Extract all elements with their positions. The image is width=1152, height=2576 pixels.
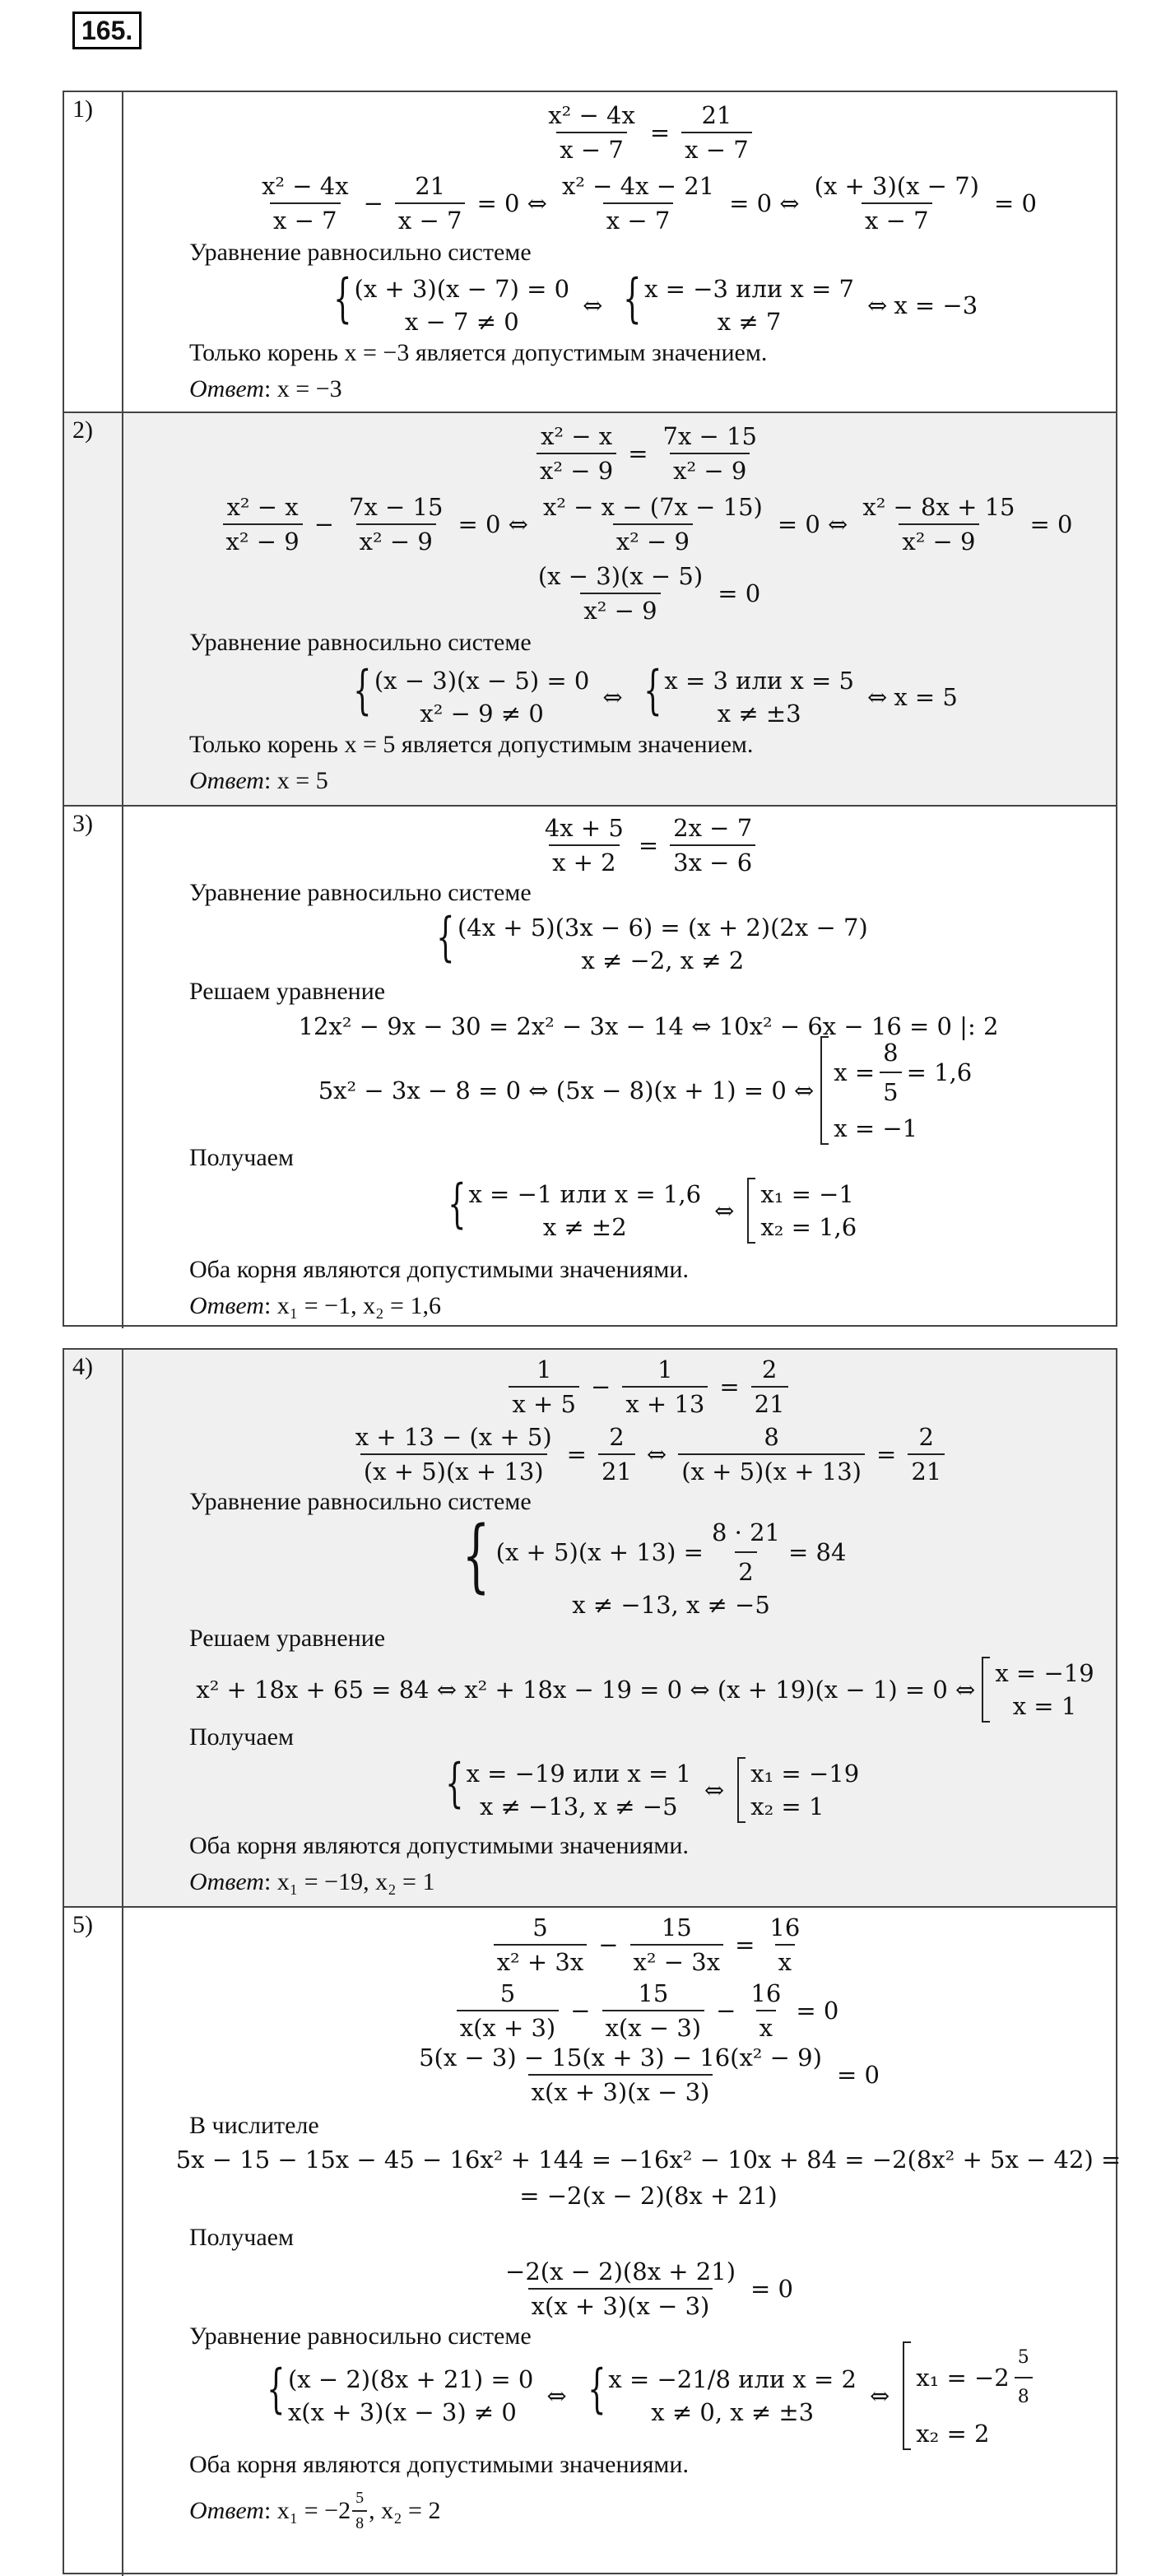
solve-intro: Решаем уравнение xyxy=(189,978,386,1005)
answer: Ответ: x = 5 xyxy=(189,767,328,794)
item-1: 1) $\frac{\text{x² − 4x}}{x - 7}$ = $\frac{21}{x - 7}$ $\frac{\text{x² − 4x}}{x - 7}$ − $\frac{21}{x - 7}$ = 0 ⇔ $\frac{\text{x² − 4x − 21}}{x - 7}$ = 0 ⇔ $\frac{(x + 3)(x - 7)}{x - 7}$ = 0 Уравнение равносильно системе { (x + 3)(x − 7) = 0 x − 7 ≠ 0 ⇔ { x = −3 или x = 7 x ≠ 7 ⇔ x = −3 Только корень x = −3 является допустимым значением. Ответ: x = −3 xyxy=(64,92,1116,412)
item-label: 2) xyxy=(72,416,93,444)
get-intro: Получаем xyxy=(189,2224,294,2251)
problem-number: 165. xyxy=(72,12,142,49)
get-intro: Получаем xyxy=(189,1144,294,1171)
note: Только корень x = −3 является допустимым значением. xyxy=(189,339,768,366)
note: Оба корня являются допустимыми значениями. xyxy=(189,1832,689,1859)
solutions-table-1 xyxy=(63,91,1117,1327)
answer: Ответ: x = −3 xyxy=(189,375,342,402)
system-intro: Уравнение равносильно системе xyxy=(189,2323,532,2350)
item-4: 4) $\frac{1}{x + 5}$ − $\frac{1}{x + 13}$ = $\frac{2}{21}$ $\frac{x + 13 - (x + 5)}{(x + 5)(x + 13)}$ = $\frac{2}{21}$ ⇔ $\frac{8}{(x + 5)(x + 13)}$ = $\frac{2}{21}$ Уравнение равносильно системе { (x + 5)(x + 13) = $\frac{8 \cdot 21}{2}$ = 84 x ≠ −13, x ≠ −5 Решаем уравнение x² + 18x + 65 = 84 ⇔ x² + 18x − 19 = 0 ⇔ (x + 19)(x − 1) = 0 ⇔ x = −19 x = 1 Получаем { x = −19 или x = 1 x ≠ −13, x ≠ −5 ⇔ x₁ = −19 x₂ = 1 Оба корня являются допустимыми значениями. Ответ: x₁ = −19, x₂ = 1 xyxy=(64,1350,1116,1906)
system: { (x − 2)(8x + 21) = 0 x(x + 3)(x − 3) ≠ 0 ⇔ { x = −21/8 или x = 2 x ≠ 0, x ≠ ±3 ⇔ x₁ = −2 $\frac{5}{8}$ x₂ = 2 xyxy=(189,2352,1108,2439)
numerator-intro: В числителе xyxy=(189,2112,319,2139)
system: { (x + 3)(x − 7) = 0 x − 7 ≠ 0 ⇔ { x = −3 или x = 7 x ≠ 7 ⇔ x = −3 xyxy=(332,268,978,336)
system-intro: Уравнение равносильно системе xyxy=(189,629,532,656)
step-line: $\frac{\text{x² − x}}{\text{x² − 9}}$ − $\frac{7x - 15}{\text{x² − 9}}$ = 0 ⇔ $\frac{\text{x² − x − (7x − 15)}}{\text{x² − 9}}$ = 0 ⇔ $\frac{\text{x² − 8x + 15}}{\text{x² − 9}}$ = 0 xyxy=(189,487,1108,561)
system-intro: Уравнение равносильно системе xyxy=(189,1488,532,1515)
item-label: 4) xyxy=(72,1353,93,1380)
solve-intro: Решаем уравнение xyxy=(189,1625,386,1652)
item-label: 3) xyxy=(72,810,93,837)
item-2: 2) $\frac{\text{x² − x}}{\text{x² − 9}}$ = $\frac{7x - 15}{\text{x² − 9}}$ $\frac{\text{x² − x}}{\text{x² − 9}}$ − $\frac{7x - 15}{\text{x² − 9}}$ = 0 ⇔ $\frac{\text{x² − x − (7x − 15)}}{\text{x² − 9}}$ = 0 ⇔ $\frac{\text{x² − 8x + 15}}{\text{x² − 9}}$ = 0 $\frac{(x - 3)(x - 5)}{\text{x² − 9}}$ = 0 Уравнение равносильно системе { (x − 3)(x − 5) = 0 x² − 9 ≠ 0 ⇔ { x = 3 или x = 5 x ≠ ±3 ⇔ x = 5 Только корень x = 5 является допустимым значением. Ответ: x = 5 xyxy=(64,412,1116,805)
solutions-table-2 xyxy=(63,1348,1122,2574)
system: { (x − 3)(x − 5) = 0 x² − 9 ≠ 0 ⇔ { x = 3 или x = 5 x ≠ ±3 ⇔ x = 5 xyxy=(353,660,958,728)
answer: Ответ: x₁ = −1, x₂ = 1,6 xyxy=(189,1292,441,1319)
note: Оба корня являются допустимыми значениями. xyxy=(189,1256,689,1283)
item-5: 5) $\frac{5}{\text{x² + 3x}}$ − $\frac{15}{\text{x² − 3x}}$ = $\frac{16}{x}$ $\frac{5}{x(x + 3)}$ − $\frac{15}{x(x - 3)}$ − $\frac{16}{x}$ = 0 $\frac{\text{5(x − 3) − 15(x + 3) − 16(x² − 9)}}{x(x + 3)(x - 3)}$ = 0 В числителе 5x − 15 − 15x − 45 − 16x² + 144 = −16x² − 10x + 84 = −2(8x² + 5x − 42) = = −2(x − 2)(8x + 21) Получаем $\frac{-2(x - 2)(8x + 21)}{x(x + 3)(x - 3)}$ = 0 Уравнение равносильно системе { (x − 2)(8x + 21) = 0 x(x + 3)(x − 3) ≠ 0 ⇔ { x = −21/8 или x = 2 x ≠ 0, x ≠ ±3 ⇔ x₁ = −2 $\frac{5}{8}$ x₂ = 2 Оба корня являются допустимыми значениями. Ответ : x₁ = −2 $\frac{5}{8}$ , x₂ = 2 xyxy=(64,1906,1116,2576)
get-intro: Получаем xyxy=(189,1723,294,1751)
item-3: 3) $\frac{4x + 5}{x + 2}$ = $\frac{2x - 7}{3x - 6}$ Уравнение равносильно системе { (4x + 5)(3x − 6) = (x + 2)(2x − 7) x ≠ −2, x ≠ 2 Решаем уравнение 12x² − 9x − 30 = 2x² − 3x − 14 ⇔ 10x² − 6x − 16 = 0 |: 2 5x² − 3x − 8 = 0 ⇔ (5x − 8)(x + 1) = 0 ⇔ x = $\frac{8}{5}$ = 1,6 x = −1 Получаем { x = −1 или x = 1,6 x ≠ ±2 ⇔ x₁ = −1 x₂ = 1,6 Оба корня являются допустимыми значениями. Ответ: x₁ = −1, x₂ = 1,6 xyxy=(64,805,1116,1328)
item-label: 5) xyxy=(72,1911,93,1938)
answer: Ответ : x₁ = −2 $\frac{5}{8}$ , x₂ = 2 xyxy=(189,2489,441,2532)
system: { (x + 5)(x + 13) = $\frac{8 \cdot 21}{2}$ = 84 x ≠ −13, x ≠ −5 xyxy=(462,1509,847,1619)
note: Оба корня являются допустимыми значениями. xyxy=(189,2451,689,2478)
item-label: 1) xyxy=(72,95,93,123)
system-intro: Уравнение равносильно системе xyxy=(189,239,532,266)
note: Только корень x = 5 является допустимым значением. xyxy=(189,731,754,758)
system: { (4x + 5)(3x − 6) = (x + 2)(2x − 7) x ≠ −2, x ≠ 2 xyxy=(436,907,868,974)
system-intro: Уравнение равносильно системе xyxy=(189,879,532,906)
step-line: $\frac{\text{x² − 4x}}{x - 7}$ − $\frac{21}{x - 7}$ = 0 ⇔ $\frac{\text{x² − 4x − 21}}{x - 7}$ = 0 ⇔ $\frac{(x + 3)(x - 7)}{x - 7}$ = 0 xyxy=(262,172,1037,235)
answer: Ответ: x₁ = −19, x₂ = 1 xyxy=(189,1868,435,1895)
